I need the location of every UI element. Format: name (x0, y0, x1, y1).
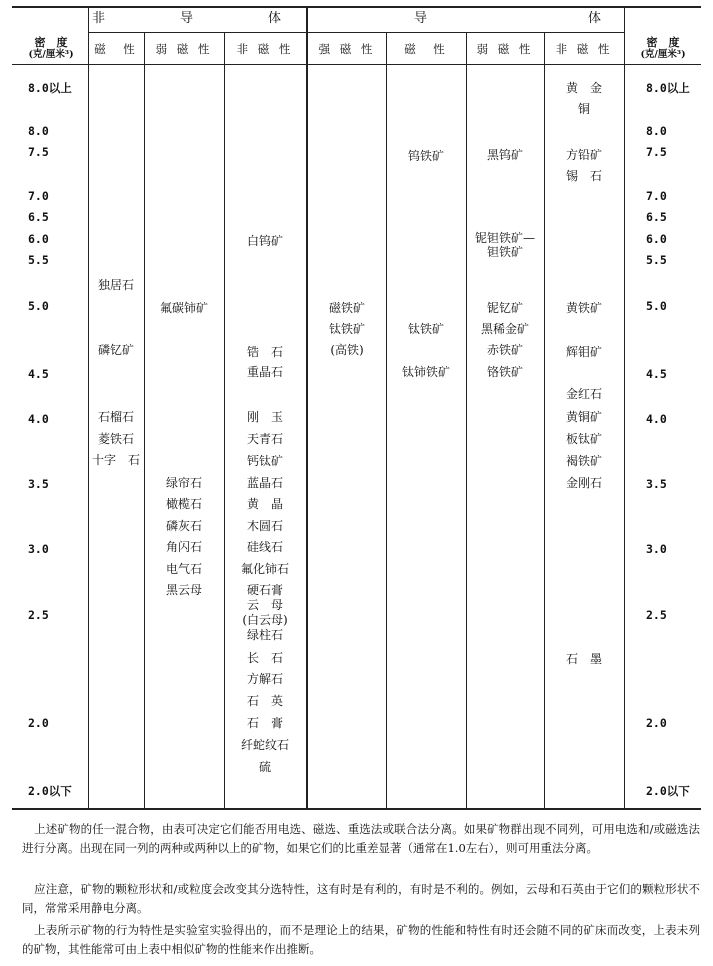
mineral-nc-non: 长 石 (246, 651, 283, 665)
mineral-c-non: 辉钼矿 (565, 345, 602, 359)
density-right: 2.5 (646, 608, 667, 622)
mineral-c-non: 褐铁矿 (565, 454, 602, 468)
mineral-nc-weak: 橄榄石 (165, 497, 202, 511)
density-right: 6.0 (646, 232, 667, 246)
density-left: 5.0 (28, 299, 49, 313)
mineral-c-magnetic: 钛铁矿 (407, 322, 444, 336)
density-left: 3.0 (28, 542, 49, 556)
mineral-c-magnetic: 钨铁矿 (407, 149, 444, 163)
mineral-c-non: 黄 金 (565, 81, 602, 95)
mineral-c-strong: 磁铁矿 (328, 301, 365, 315)
mineral-nc-non: 云 母 (246, 598, 283, 612)
mineral-nc-non: 木圆石 (246, 519, 283, 533)
group-header-nonconductor-3: 体 (268, 11, 282, 26)
mineral-c-non: 方铅矿 (565, 148, 602, 162)
density-left: 7.0 (28, 189, 49, 203)
density-right: 6.5 (646, 210, 667, 224)
density-right: 5.0 (646, 299, 667, 313)
mineral-c-non: 金红石 (565, 387, 602, 401)
density-left: 4.0 (28, 412, 49, 426)
mineral-c-weak: 黑钨矿 (486, 148, 523, 162)
mineral-nc-weak: 黑云母 (165, 583, 202, 597)
mineral-nc-non: 黄 晶 (246, 497, 283, 511)
group-header-nonconductor-2: 导 (180, 11, 194, 26)
header-bottom-rule (12, 64, 701, 65)
mineral-c-weak: 铬铁矿 (486, 365, 523, 379)
mineral-nc-magnetic: 菱铁石 (97, 432, 134, 446)
note-paragraph-2 (22, 880, 700, 918)
mineral-nc-weak: 绿帘石 (165, 476, 202, 490)
divider-col-1 (144, 33, 145, 808)
density-left: 4.5 (28, 367, 49, 381)
density-left: 8.0 (28, 124, 49, 138)
group-header-conductor-1: 导 (414, 11, 428, 26)
mineral-c-strong: (高铁) (330, 343, 364, 357)
density-left: 6.0 (28, 232, 49, 246)
mineral-nc-non: 刚 玉 (246, 410, 283, 424)
mineral-nc-non: 石 英 (246, 694, 283, 708)
density-right: 3.0 (646, 542, 667, 556)
density-right: 2.0 (646, 716, 667, 730)
mineral-nc-magnetic: 十字 石 (91, 453, 140, 467)
mineral-nc-non: 绿柱石 (246, 628, 283, 642)
col-header-c-weak: 弱 磁 性 (476, 42, 534, 56)
table-bottom-rule (12, 808, 701, 810)
mineral-c-strong: 钛铁矿 (328, 322, 365, 336)
mineral-nc-non: (白云母) (242, 613, 288, 627)
density-right: 2.0以下 (646, 784, 690, 798)
mineral-nc-weak: 角闪石 (165, 540, 202, 554)
mineral-nc-non: 白钨矿 (246, 234, 283, 248)
group-header-conductor-2: 体 (588, 11, 602, 26)
mineral-nc-magnetic: 磷钇矿 (97, 343, 134, 357)
mineral-nc-magnetic: 石榴石 (97, 410, 134, 424)
density-unit-left: (克/厘米³) (28, 49, 74, 60)
density-unit-right: (克/厘米³) (640, 49, 686, 60)
note-paragraph-3 (22, 921, 700, 959)
density-right: 8.0 (646, 124, 667, 138)
divider-nonconductor-conductor (306, 8, 308, 808)
density-left: 7.5 (28, 145, 49, 159)
note-text: 上述矿物的任一混合物，由表可决定它们能否用电选、磁选、重选法或联合法分离。如果矿物群出现不同列，可用电选和/或磁选法进行分离。出现在同一列的两种或两种以上的矿物，如果它们的比重差显著（通常在1.0左右），则可用重法分离。 (22, 822, 700, 855)
mineral-c-non: 金刚石 (565, 476, 602, 490)
density-left: 2.5 (28, 608, 49, 622)
density-left: 2.0以下 (28, 784, 72, 798)
density-right: 4.5 (646, 367, 667, 381)
col-header-c-magnetic: 磁 性 (404, 42, 448, 56)
mineral-c-magnetic: 钛铈铁矿 (401, 365, 450, 379)
mineral-c-non: 石 墨 (565, 652, 602, 666)
divider-density-left (88, 8, 89, 808)
mineral-nc-weak: 电气石 (165, 562, 202, 576)
density-right: 3.5 (646, 477, 667, 491)
density-right: 7.5 (646, 145, 667, 159)
mineral-nc-non: 锆 石 (246, 345, 283, 359)
mineral-nc-non: 硫 (258, 760, 271, 774)
mineral-c-non: 黄铁矿 (565, 301, 602, 315)
mineral-nc-weak: 磷灰石 (165, 519, 202, 533)
density-header-right: 密 度 (646, 36, 680, 49)
density-right: 8.0以上 (646, 81, 690, 95)
mineral-nc-non: 钙钛矿 (246, 454, 283, 468)
col-header-nc-non: 非 磁 性 (236, 42, 294, 56)
density-left: 2.0 (28, 716, 49, 730)
mineral-c-weak: 铌钽铁矿— (474, 231, 535, 245)
mineral-nc-non: 方解石 (246, 672, 283, 686)
mineral-c-non: 板钛矿 (565, 432, 602, 446)
density-left: 5.5 (28, 253, 49, 267)
mineral-c-non: 黄铜矿 (565, 410, 602, 424)
col-header-c-non: 非 磁 性 (555, 42, 613, 56)
divider-density-right (624, 8, 625, 808)
col-header-nc-weak: 弱 磁 性 (155, 42, 213, 56)
density-right: 7.0 (646, 189, 667, 203)
density-right: 4.0 (646, 412, 667, 426)
mineral-c-weak: 赤铁矿 (486, 343, 523, 357)
density-right: 5.5 (646, 253, 667, 267)
mineral-nc-weak: 氟碳铈矿 (159, 301, 208, 315)
note-text: 应注意，矿物的颗粒形状和/或粒度会改变其分选特性，这有时是有利的，有时是不利的。例如，云母和石英由于它们的颗粒形状不同，常常采用静电分离。 (22, 882, 700, 915)
col-header-nc-magnetic: 磁 性 (94, 42, 138, 56)
mineral-c-non: 锡 石 (565, 169, 602, 183)
table-top-rule (12, 6, 701, 8)
density-left: 8.0以上 (28, 81, 72, 95)
mineral-nc-non: 天青石 (246, 432, 283, 446)
mineral-nc-non: 蓝晶石 (246, 476, 283, 490)
density-header-left: 密 度 (34, 36, 68, 49)
mineral-c-weak: 钽铁矿 (486, 245, 523, 259)
col-header-c-strong: 强 磁 性 (318, 42, 376, 56)
note-paragraph-1 (22, 820, 700, 858)
mineral-nc-non: 石 膏 (246, 716, 283, 730)
mineral-c-non: 铜 (577, 102, 590, 116)
group-header-nonconductor-1: 非 (92, 11, 106, 26)
mineral-nc-non: 纤蛇纹石 (240, 738, 289, 752)
mineral-nc-non: 硬石膏 (246, 583, 283, 597)
note-text: 上表所示矿物的行为特性是实验室实验得出的，而不是理论上的结果，矿物的性能和特性有时还会随不同的矿床而改变，上表未列的矿物，其性能常可由上表中相似矿物的性能来作出推断。 (22, 923, 700, 956)
header-group-rule-left (88, 32, 306, 33)
mineral-nc-non: 氟化铈石 (240, 562, 289, 576)
density-left: 6.5 (28, 210, 49, 224)
mineral-c-weak: 铌钇矿 (486, 301, 523, 315)
mineral-nc-magnetic: 独居石 (97, 278, 134, 292)
mineral-nc-non: 重晶石 (246, 365, 283, 379)
mineral-nc-non: 硅线石 (246, 540, 283, 554)
density-left: 3.5 (28, 477, 49, 491)
mineral-c-weak: 黑稀金矿 (480, 322, 529, 336)
